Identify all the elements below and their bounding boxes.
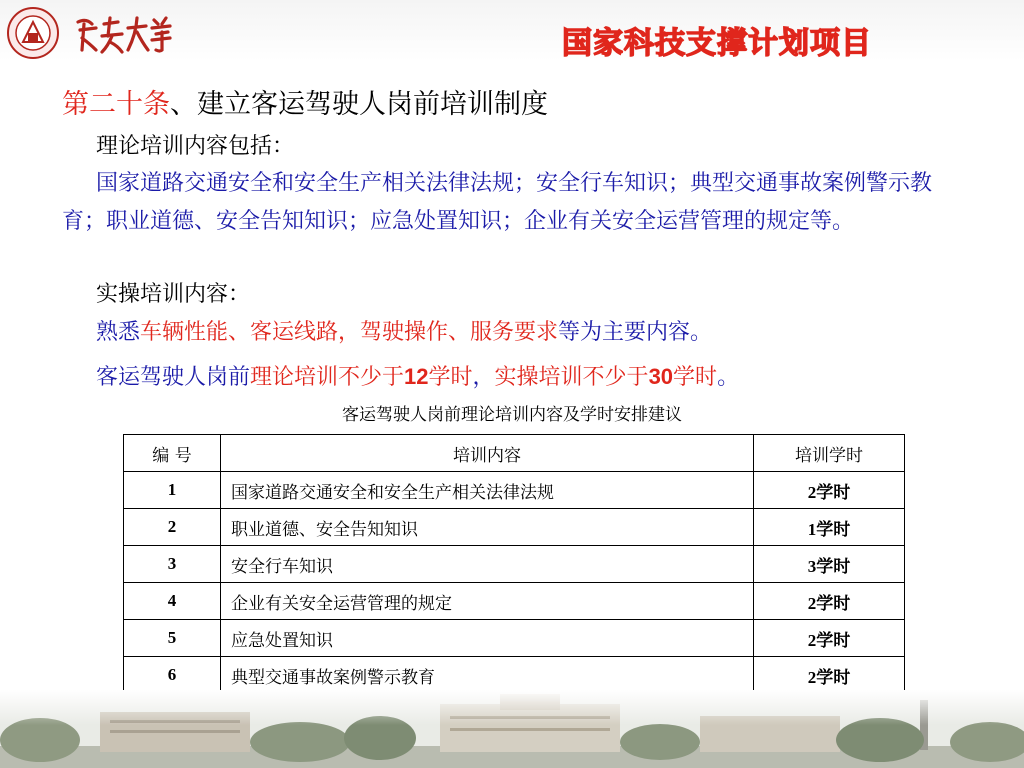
theory-content: 国家道路交通安全和安全生产相关法律法规；安全行车知识；典型交通事故案例警示教育；职业道德、安全告知知识；应急处置知识；企业有关安全运营管理的规定等。 (62, 171, 933, 234)
table-row (124, 509, 905, 546)
header-content: 培训内容 (221, 435, 754, 472)
practice-part2: 车辆性能、客运线路，驾驶操作、服务要求 (140, 320, 559, 345)
practice-intro-text: 实操培训内容： (96, 282, 251, 307)
row-content: 国家道路交通安全和安全生产相关法律法规 (221, 472, 754, 509)
hours-part3: 学时 (428, 365, 473, 390)
row-hours: 2学时 (754, 583, 905, 620)
table-row (124, 472, 905, 509)
row-hours: 2学时 (754, 657, 905, 694)
hours-part1: 客运驾驶人岗前 (96, 365, 251, 390)
row-content: 应急处置知识 (221, 620, 754, 657)
hours-part5: 实操培训不少于 (494, 365, 649, 390)
row-content: 安全行车知识 (221, 546, 754, 583)
row-content: 企业有关安全运营管理的规定 (221, 583, 754, 620)
hours-part7: 。 (717, 365, 740, 390)
article-title: 、建立客运驾驶人岗前培训制度 (170, 89, 548, 120)
theory-intro-text: 理论培训内容包括： (96, 134, 295, 159)
table-row (124, 546, 905, 583)
hours-part4: ， (472, 365, 495, 390)
row-number: 2 (124, 509, 221, 546)
practice-hours-number: 30 (648, 364, 674, 389)
row-hours: 1学时 (754, 509, 905, 546)
article-heading (62, 82, 548, 121)
row-hours: 2学时 (754, 472, 905, 509)
row-number: 1 (124, 472, 221, 509)
header-hours: 培训学时 (754, 435, 905, 472)
table-row (124, 583, 905, 620)
row-hours: 3学时 (754, 546, 905, 583)
university-seal-logo (6, 6, 60, 60)
theory-hours-number: 12 (404, 364, 429, 389)
row-number: 3 (124, 546, 221, 583)
practice-part3: 等为主要内容。 (558, 320, 713, 345)
row-hours: 2学时 (754, 620, 905, 657)
row-number: 6 (124, 657, 221, 694)
table-row (124, 620, 905, 657)
practice-part1: 熟悉 (96, 320, 141, 345)
table-row (124, 657, 905, 694)
hours-part6: 学时 (673, 365, 718, 390)
training-hours-line (62, 358, 962, 397)
campus-footer-image (0, 690, 1024, 768)
header-number: 编 号 (124, 435, 221, 472)
row-number: 5 (124, 620, 221, 657)
article-number: 第二十条 (62, 89, 170, 120)
row-number: 4 (124, 583, 221, 620)
project-banner: 国家科技支撑计划项目 (562, 26, 872, 61)
row-content: 典型交通事故案例警示教育 (221, 657, 754, 694)
practice-intro (62, 276, 962, 314)
training-hours-table (123, 434, 905, 694)
table-caption: 客运驾驶人岗前理论培训内容及学时安排建议 (342, 405, 682, 425)
university-name-logo (72, 14, 172, 56)
table-header-row (124, 435, 905, 472)
row-content: 职业道德、安全告知知识 (221, 509, 754, 546)
theory-intro (62, 128, 962, 166)
hours-part2: 理论培训不少于 (250, 365, 405, 390)
practice-content (62, 314, 962, 352)
